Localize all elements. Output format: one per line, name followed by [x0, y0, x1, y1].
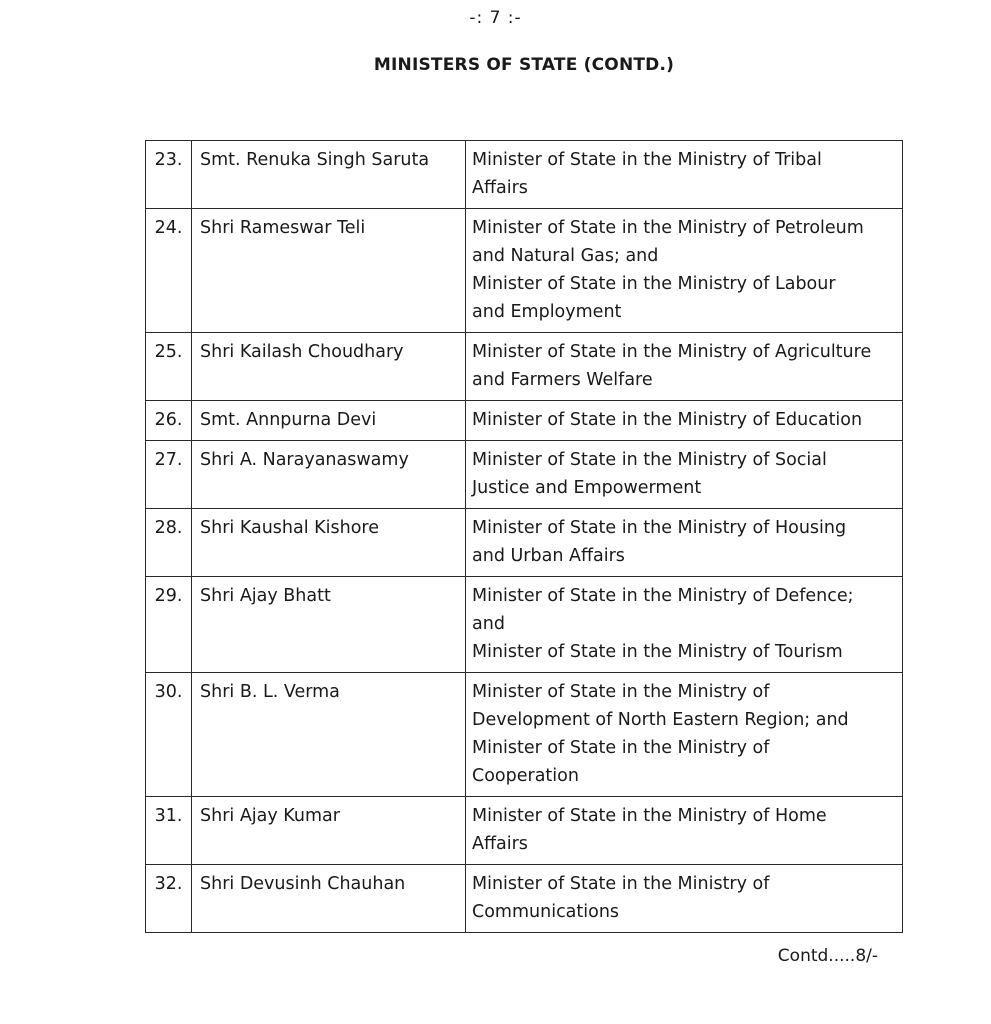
ministers-table-body	[146, 141, 903, 933]
table-row	[146, 865, 903, 933]
serial-number: 32.	[146, 865, 192, 933]
portfolio-line: and	[472, 614, 505, 634]
portfolio-cell	[466, 333, 903, 401]
table-row	[146, 509, 903, 577]
table-row	[146, 441, 903, 509]
serial-number: 30.	[146, 673, 192, 797]
portfolio-cell	[466, 209, 903, 333]
portfolio-line: Minister of State in the Ministry of Labour	[472, 274, 836, 294]
continuation-note: Contd.....8/-	[777, 946, 878, 966]
minister-name: Smt. Renuka Singh Saruta	[192, 141, 466, 209]
portfolio-cell	[466, 673, 903, 797]
portfolio-line: Affairs	[472, 178, 528, 198]
minister-name: Shri Kailash Choudhary	[192, 333, 466, 401]
minister-name: Shri A. Narayanaswamy	[192, 441, 466, 509]
portfolio-line: Minister of State in the Ministry of	[472, 738, 770, 758]
portfolio-cell	[466, 441, 903, 509]
minister-name: Shri Ajay Bhatt	[192, 577, 466, 673]
portfolio-line: and Farmers Welfare	[472, 370, 653, 390]
minister-name: Shri Devusinh Chauhan	[192, 865, 466, 933]
ministers-table	[145, 140, 903, 933]
table-row	[146, 141, 903, 209]
portfolio-cell	[466, 509, 903, 577]
table-row	[146, 333, 903, 401]
portfolio-cell	[466, 865, 903, 933]
portfolio-line: and Employment	[472, 302, 622, 322]
minister-name: Shri Rameswar Teli	[192, 209, 466, 333]
page-title: MINISTERS OF STATE (CONTD.)	[373, 55, 675, 75]
minister-name: Shri Ajay Kumar	[192, 797, 466, 865]
portfolio-cell	[466, 797, 903, 865]
portfolio-line: Minister of State in the Ministry of Education	[472, 410, 863, 430]
serial-number: 23.	[146, 141, 192, 209]
serial-number: 28.	[146, 509, 192, 577]
portfolio-line: Cooperation	[472, 766, 579, 786]
minister-name: Shri B. L. Verma	[192, 673, 466, 797]
table-row	[146, 673, 903, 797]
portfolio-line: Minister of State in the Ministry of Tourism	[472, 642, 843, 662]
minister-name: Shri Kaushal Kishore	[192, 509, 466, 577]
portfolio-line: Minister of State in the Ministry of Social	[472, 450, 827, 470]
portfolio-cell	[466, 141, 903, 209]
portfolio-cell	[466, 577, 903, 673]
table-row	[146, 577, 903, 673]
minister-name: Smt. Annpurna Devi	[192, 401, 466, 441]
serial-number: 25.	[146, 333, 192, 401]
portfolio-line: and Natural Gas; and	[472, 246, 659, 266]
page-number: -: 7 :-	[469, 8, 522, 28]
portfolio-line: Minister of State in the Ministry of Petroleum	[472, 218, 864, 238]
table-row	[146, 797, 903, 865]
portfolio-line: Minister of State in the Ministry of	[472, 682, 770, 702]
portfolio-line: and Urban Affairs	[472, 546, 625, 566]
portfolio-line: Minister of State in the Ministry of Home	[472, 806, 827, 826]
portfolio-line: Minister of State in the Ministry of Tribal	[472, 150, 822, 170]
portfolio-line: Communications	[472, 902, 620, 922]
serial-number: 27.	[146, 441, 192, 509]
serial-number: 24.	[146, 209, 192, 333]
portfolio-line: Minister of State in the Ministry of Housing	[472, 518, 847, 538]
serial-number: 29.	[146, 577, 192, 673]
table-row	[146, 401, 903, 441]
serial-number: 31.	[146, 797, 192, 865]
serial-number: 26.	[146, 401, 192, 441]
portfolio-line: Justice and Empowerment	[472, 478, 702, 498]
portfolio-line: Minister of State in the Ministry of	[472, 874, 770, 894]
portfolio-cell	[466, 401, 903, 441]
portfolio-line: Development of North Eastern Region; and	[472, 710, 849, 730]
portfolio-line: Minister of State in the Ministry of Defence;	[472, 586, 854, 606]
table-row	[146, 209, 903, 333]
portfolio-line: Minister of State in the Ministry of Agriculture	[472, 342, 872, 362]
portfolio-line: Affairs	[472, 834, 528, 854]
